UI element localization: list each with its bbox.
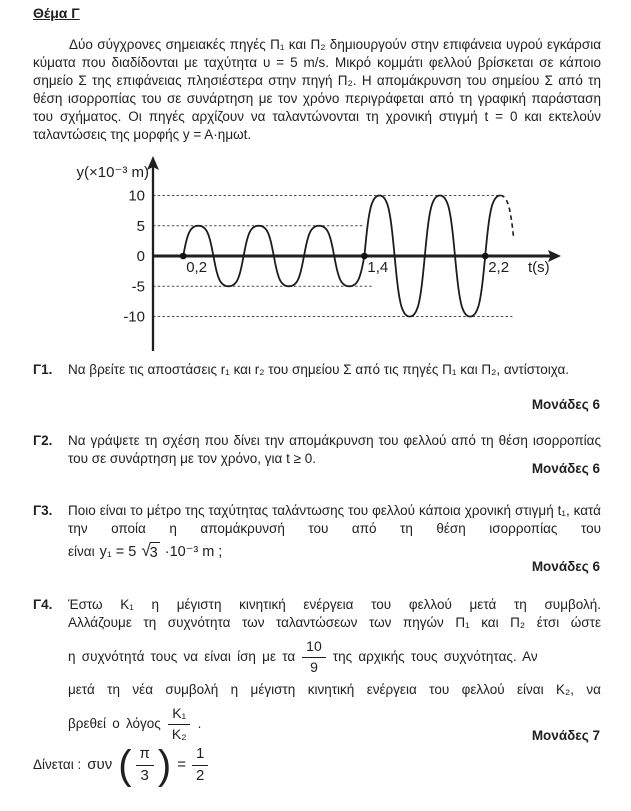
waveform-chart [0, 156, 631, 358]
question-g4-line3 [68, 638, 601, 676]
g3-square-root [141, 542, 159, 562]
fraction-10-9-numerator: 10 [302, 638, 326, 658]
g4-line5-pre: βρεθεί ο λόγος [68, 716, 161, 731]
radical-icon: √ [141, 541, 151, 560]
svg-text:0: 0 [136, 248, 145, 265]
g3-formula-tail: ·10⁻³ m ; [164, 544, 223, 560]
svg-text:-10: -10 [123, 308, 145, 326]
svg-text:-5: -5 [131, 278, 145, 296]
svg-text:t(s): t(s) [528, 259, 550, 276]
question-g4-line1: Έστω K₁ η μέγιστη κινητική ενέργεια του φελλού μετά τη συμβολή. [68, 597, 601, 612]
svg-text:0,2: 0,2 [186, 259, 208, 276]
fraction-1-2-numerator: 1 [192, 745, 208, 766]
svg-text:5: 5 [136, 217, 145, 235]
question-g2-label: Γ2. [33, 433, 53, 448]
fraction-10-9-denominator: 9 [310, 658, 318, 675]
intro-paragraph: Δύο σύγχρονες σημειακές πηγές Π₁ και Π₂ δημιουργούν στην επιφάνεια υγρού εγκάρσια κύματα που διαδίδονται με ταχύτητα υ = 5 m/s. Μικρό κομμάτι φελλού βρίσκεται σε κάποιο σημείο Σ της επιφάνειας πλησιέστερα στην πηγή Π₂. Η απομάκρυνση του σημείου Σ από τη θέση ισορροπίας του σε συνάρτηση με τον χρόνο περιγράφεται από τη γραφική παράσταση του σχήματος. Οι πηγές αρχίζουν να ταλαντώνονται τη χρονική στιγμή t = 0 και εκτελούν ταλαντώσεις της μορφής y = A·ημωt. [33, 37, 601, 142]
question-g4-line2: Αλλάζουμε τη συχνότητα των ταλαντώσεων των πηγών Π₁ και Π₂ έτσι ώστε [68, 615, 601, 630]
question-g3 [33, 502, 601, 562]
question-g1 [33, 361, 601, 379]
svg-text:1,4: 1,4 [367, 259, 389, 276]
svg-text:2,2: 2,2 [488, 259, 510, 276]
question-g3-label: Γ3. [33, 503, 53, 518]
question-g2-text: Να γράψετε τη σχέση που δίνει την απομάκρυνση του φελλού από τη θέση ισορροπίας του σε συνάρτηση με τον χρόνο, για t ≥ 0. [68, 433, 601, 466]
marks-g2: Μονάδες 6 [531, 461, 600, 476]
marks-g3: Μονάδες 6 [531, 559, 600, 574]
given-formula [33, 742, 208, 788]
waveform-figure [0, 156, 631, 358]
marks-g1: Μονάδες 6 [531, 397, 600, 412]
fraction-pi-3 [136, 745, 154, 786]
question-g4-line4: μετά τη νέα συμβολή η μέγιστη κινητική ενέργεια του φελλού είναι K₂, να [68, 682, 601, 697]
question-g4-line5 [68, 705, 601, 743]
marks-g4: Μονάδες 7 [531, 728, 600, 743]
svg-text:y(×10⁻³ m): y(×10⁻³ m) [76, 164, 149, 181]
fraction-pi-3-denominator: 3 [140, 766, 149, 784]
fraction-1-2-denominator: 2 [195, 766, 205, 784]
question-g4-label: Γ4. [33, 597, 53, 612]
fraction-k1-k2-denominator: K₂ [171, 725, 187, 742]
g3-formula-prefix: είναι [68, 544, 95, 559]
fraction-1-2 [192, 745, 208, 786]
given-label: Δίνεται : [33, 757, 82, 773]
question-g1-label: Γ1. [33, 362, 53, 377]
fraction-k1-k2-numerator: K₁ [168, 705, 190, 725]
question-g3-formula [68, 542, 601, 562]
fraction-pi-3-numerator: π [136, 745, 154, 766]
g3-radicand: 3 [150, 542, 160, 562]
g4-line3-pre: η συχνότητά τους να είναι ίση με τα [68, 649, 296, 664]
question-g4 [33, 596, 601, 748]
fraction-10-9 [302, 638, 326, 676]
close-paren: ) [157, 742, 172, 788]
svg-text:10: 10 [128, 187, 145, 205]
g4-line3-post: της αρχικής τους συχνότητας. Αν [332, 649, 538, 664]
open-paren: ( [118, 742, 132, 788]
page-title: Θέμα Γ [33, 5, 80, 21]
question-g3-text: Ποιο είναι το μέτρο της ταχύτητας ταλάντωσης του φελλού κάποια χρονική στιγμή t₁, κατά την οποία η απομάκρυνσή του από τη θέση ισορροπίας του [68, 503, 601, 536]
given-function: συν [87, 756, 113, 774]
question-g2 [33, 432, 601, 468]
question-g1-text: Να βρείτε τις αποστάσεις r₁ και r₂ του σημείου Σ από τις πηγές Π₁ και Π₂, αντίστοιχα. [68, 362, 570, 377]
fraction-k1-k2 [168, 705, 191, 743]
g4-line5-post: . [197, 716, 202, 731]
g3-formula-lead: y₁ = 5 [99, 544, 137, 560]
equals-sign: = [177, 756, 186, 774]
